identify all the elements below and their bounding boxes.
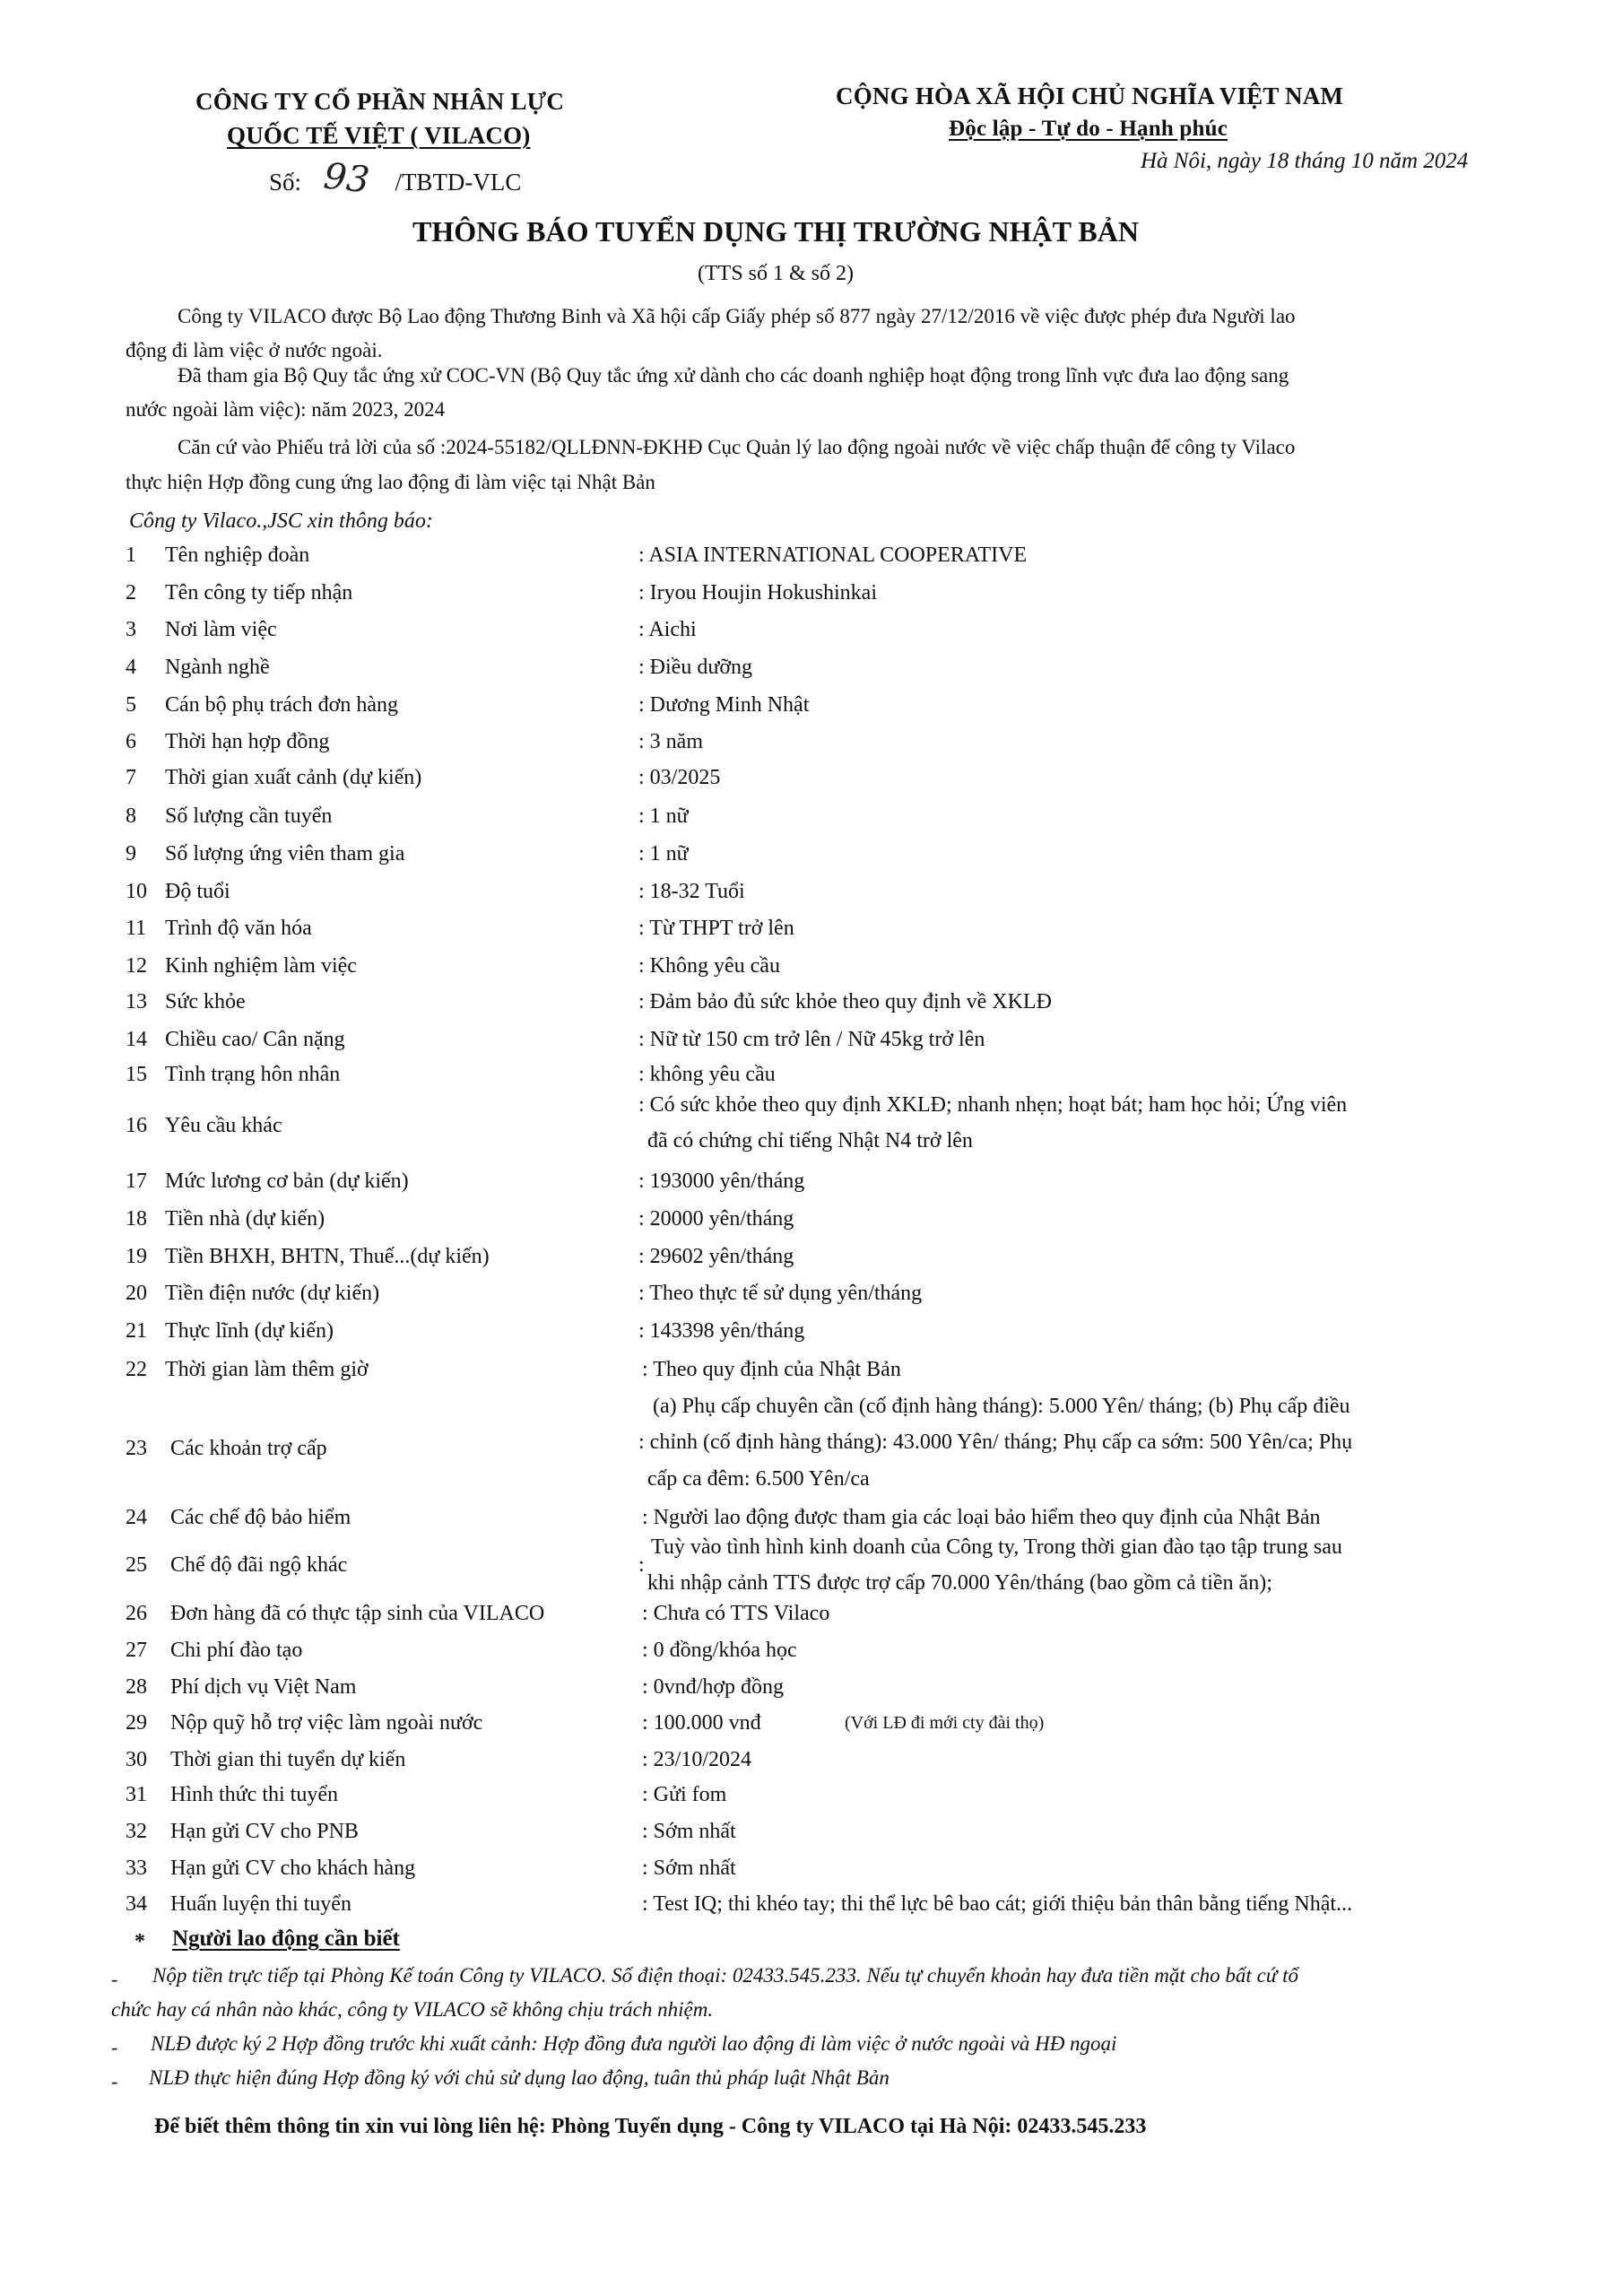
row-number: 19 (126, 1245, 147, 1268)
row-label: Sức khỏe (165, 990, 246, 1013)
national-motto: Độc lập - Tự do - Hạnh phúc (949, 117, 1228, 141)
row-label: Tên công ty tiếp nhận (165, 581, 353, 604)
row-number: 22 (126, 1358, 147, 1381)
notice-star: * (135, 1930, 145, 1953)
row-value: : 1 nữ (638, 804, 689, 828)
notice-bullet-3: - (111, 2070, 118, 2092)
row-label: Chi phí đào tạo (170, 1639, 303, 1662)
row-label: Mức lương cơ bản (dự kiến) (165, 1170, 409, 1193)
row-number: 26 (126, 1602, 147, 1625)
row-value: : 100.000 vnđ (642, 1711, 761, 1735)
row-label: Tên nghiệp đoàn (165, 544, 310, 567)
row-number: 6 (126, 730, 136, 753)
notice-2: NLĐ được ký 2 Hợp đồng trước khi xuất cảnh: Hợp đồng đưa người lao động đi làm việc ở nước ngoài và HĐ ngoại (151, 2032, 1117, 2055)
row-label: Số lượng ứng viên tham gia (165, 842, 405, 865)
contact-footer: Để biết thêm thông tin xin vui lòng liên hệ: Phòng Tuyển dụng - Công ty VILACO tại Hà Nội: 02433.545.233 (154, 2115, 1147, 2138)
row-number: 21 (126, 1319, 147, 1343)
row-number: 27 (126, 1639, 147, 1662)
notice-1-line-1: Nộp tiền trực tiếp tại Phòng Kế toán Công ty VILACO. Số điện thoại: 02433.545.233. Nếu tự chuyển khoản hay đưa tiền mặt cho bất cứ tổ (152, 1964, 1298, 1987)
intro-paragraph-1-line-1: Công ty VILACO được Bộ Lao động Thương Binh và Xã hội cấp Giấy phép số 877 ngày 27/12/2016 về việc được phép đưa Người lao (178, 305, 1296, 327)
row-label: Thời gian xuất cảnh (dự kiến) (165, 766, 422, 789)
row-label: Tiền BHXH, BHTN, Thuế...(dự kiến) (165, 1245, 490, 1268)
row-number: 2 (126, 581, 136, 604)
row-value-note: (Với LĐ đi mới cty đài thọ) (845, 1713, 1045, 1733)
row-value: : Sớm nhất (642, 1857, 736, 1880)
row-value: : 18-32 Tuổi (638, 880, 745, 903)
row-label: Thời gian thi tuyển dự kiến (170, 1748, 406, 1771)
notice-3: NLĐ thực hiện đúng Hợp đồng ký với chủ sử dụng lao động, tuân thủ pháp luật Nhật Bản (149, 2066, 890, 2089)
row-number: 18 (126, 1207, 147, 1231)
row-value: : Theo quy định của Nhật Bản (642, 1358, 901, 1381)
row-value: : Sớm nhất (642, 1820, 736, 1843)
row-value: : Chưa có TTS Vilaco (642, 1602, 830, 1625)
row-label: Nơi làm việc (165, 618, 277, 641)
announcement-line: Công ty Vilaco.,JSC xin thông báo: (129, 509, 433, 533)
row-label: Ngành nghề (165, 656, 270, 679)
row-value: : Gửi fom (642, 1783, 727, 1806)
page-subtitle: (TTS số 1 & số 2) (698, 262, 854, 285)
page-title: THÔNG BÁO TUYỂN DỤNG THỊ TRƯỜNG NHẬT BẢN (412, 215, 1139, 248)
row-value: : Điều dưỡng (638, 656, 753, 679)
row-label: Chiều cao/ Cân nặng (165, 1028, 345, 1051)
row-number: 31 (126, 1783, 147, 1806)
row-value-line-1: Tuỳ vào tình hình kinh doanh của Công ty, Trong thời gian đào tạo tập trung sau (651, 1535, 1342, 1559)
row-value-line-3: cấp ca đêm: 6.500 Yên/ca (647, 1467, 870, 1491)
row-value: : Nữ từ 150 cm trở lên / Nữ 45kg trở lên (638, 1028, 985, 1051)
row-value: : Đảm bảo đủ sức khỏe theo quy định về XKLĐ (638, 990, 1052, 1013)
row-value: : Iryou Houjin Hokushinkai (638, 581, 877, 604)
row-label: Hạn gửi CV cho PNB (170, 1820, 359, 1843)
row-value-colon: : (638, 1553, 645, 1577)
row-label: Đơn hàng đã có thực tập sinh của VILACO (170, 1602, 545, 1625)
row-number: 32 (126, 1820, 147, 1843)
notice-heading: Người lao động cần biết (172, 1926, 400, 1951)
row-value-line-2: : chỉnh (cố định hàng tháng): 43.000 Yên/ tháng; Phụ cấp ca sớm: 500 Yên/ca; Phụ (638, 1431, 1353, 1454)
handwritten-number: 93 (321, 155, 371, 202)
row-value: : 0 đồng/khóa học (642, 1639, 797, 1662)
row-label: Tiền nhà (dự kiến) (165, 1207, 325, 1231)
company-name-line1: CÔNG TY CỔ PHẦN NHÂN LỰC (195, 88, 565, 115)
row-number: 30 (126, 1748, 147, 1771)
document-number-suffix: /TBTD-VLC (395, 169, 522, 196)
row-label: Thực lĩnh (dự kiến) (165, 1319, 334, 1343)
national-title: CỘNG HÒA XÃ HỘI CHỦ NGHĨA VIỆT NAM (836, 83, 1344, 109)
row-value-line-2: khi nhập cảnh TTS được trợ cấp 70.000 Yên/tháng (bao gồm cả tiền ăn); (647, 1571, 1272, 1595)
row-value-line-2: đã có chứng chỉ tiếng Nhật N4 trở lên (647, 1129, 973, 1152)
row-value: : 143398 yên/tháng (638, 1319, 805, 1343)
row-value: : 1 nữ (638, 842, 689, 865)
row-label: Nộp quỹ hỗ trợ việc làm ngoài nước (170, 1711, 483, 1735)
row-label: Yêu cầu khác (165, 1114, 282, 1137)
row-number: 5 (126, 693, 136, 717)
row-number: 1 (126, 544, 136, 567)
intro-paragraph-1-line-2: động đi làm việc ở nước ngoài. (126, 339, 383, 361)
row-label: Kinh nghiệm làm việc (165, 954, 357, 978)
row-value: : ASIA INTERNATIONAL COOPERATIVE (638, 544, 1028, 567)
intro-paragraph-2-line-2: nước ngoài làm việc): năm 2023, 2024 (126, 398, 446, 421)
row-label: Chế độ đãi ngộ khác (170, 1553, 348, 1577)
document-number-label: Số: (269, 169, 302, 196)
row-number: 28 (126, 1675, 147, 1699)
row-number: 8 (126, 804, 136, 828)
row-number: 9 (126, 842, 136, 865)
row-label: Phí dịch vụ Việt Nam (170, 1675, 357, 1699)
row-value-line-1: : Có sức khỏe theo quy định XKLĐ; nhanh nhẹn; hoạt bát; ham học hỏi; Ứng viên (638, 1093, 1348, 1117)
row-value: : không yêu cầu (638, 1063, 776, 1086)
company-name-line2: QUỐC TẾ VIỆT ( VILACO) (227, 122, 531, 149)
row-value: : 23/10/2024 (642, 1748, 752, 1771)
row-value: : Dương Minh Nhật (638, 693, 810, 717)
row-value: : Theo thực tế sử dụng yên/tháng (638, 1282, 923, 1305)
notice-bullet-1: - (111, 1968, 118, 1990)
notice-bullet-2: - (111, 2036, 118, 2058)
document-date: Hà Nôi, ngày 18 tháng 10 năm 2024 (1141, 149, 1469, 173)
row-number: 24 (126, 1506, 147, 1529)
row-value: : Người lao động được tham gia các loại bảo hiểm theo quy định của Nhật Bản (642, 1506, 1321, 1529)
row-value: : 20000 yên/tháng (638, 1207, 794, 1231)
row-number: 11 (126, 917, 147, 940)
row-number: 7 (126, 766, 136, 789)
row-label: Thời hạn hợp đồng (165, 730, 330, 753)
row-label: Thời gian làm thêm giờ (165, 1358, 369, 1381)
row-value: : 0vnđ/hợp đồng (642, 1675, 785, 1699)
row-number: 3 (126, 618, 136, 641)
row-label: Cán bộ phụ trách đơn hàng (165, 693, 398, 717)
row-number: 17 (126, 1170, 147, 1193)
row-number: 34 (126, 1892, 147, 1916)
row-number: 16 (126, 1114, 147, 1137)
row-value: : 3 năm (638, 730, 703, 753)
document-number (269, 155, 522, 202)
row-number: 15 (126, 1063, 147, 1086)
intro-paragraph-3-line-2: thực hiện Hợp đồng cung ứng lao động đi làm việc tại Nhật Bản (126, 471, 655, 493)
row-label: Hình thức thi tuyển (170, 1783, 338, 1806)
row-value-line-1: (a) Phụ cấp chuyên cần (cố định hàng tháng): 5.000 Yên/ tháng; (b) Phụ cấp điều (653, 1395, 1350, 1418)
row-number: 10 (126, 880, 147, 903)
row-label: Trình độ văn hóa (165, 917, 312, 940)
row-label: Tình trạng hôn nhân (165, 1063, 341, 1086)
notice-1-line-2: chức hay cá nhân nào khác, công ty VILACO sẽ không chịu trách nhiệm. (111, 1998, 714, 2021)
row-value: : Từ THPT trở lên (638, 917, 794, 940)
row-label: Hạn gửi CV cho khách hàng (170, 1857, 416, 1880)
row-number: 20 (126, 1282, 147, 1305)
row-number: 4 (126, 656, 136, 679)
row-label: Huấn luyện thi tuyển (170, 1892, 352, 1916)
row-number: 29 (126, 1711, 147, 1735)
row-value: : 29602 yên/tháng (638, 1245, 794, 1268)
row-value: : 03/2025 (638, 766, 721, 789)
row-number: 25 (126, 1553, 147, 1577)
intro-paragraph-2-line-1: Đã tham gia Bộ Quy tắc ứng xử COC-VN (Bộ Quy tắc ứng xử dành cho các doanh nghiệp hoạt động trong lĩnh vực đưa lao động sang (178, 364, 1289, 387)
row-number: 14 (126, 1028, 147, 1051)
row-number: 13 (126, 990, 147, 1013)
row-label: Các khoản trợ cấp (170, 1437, 327, 1460)
row-value: : 193000 yên/tháng (638, 1170, 805, 1193)
row-value: : Aichi (638, 618, 697, 641)
row-number: 12 (126, 954, 147, 978)
row-label: Các chế độ bảo hiểm (170, 1506, 352, 1529)
row-number: 23 (126, 1437, 147, 1460)
row-value: : Không yêu cầu (638, 954, 780, 978)
row-label: Độ tuổi (165, 880, 230, 903)
row-label: Số lượng cần tuyển (165, 804, 333, 828)
row-value: : Test IQ; thi khéo tay; thi thể lực bê bao cát; giới thiệu bản thân bằng tiếng Nhật... (642, 1892, 1353, 1916)
row-number: 33 (126, 1857, 147, 1880)
intro-paragraph-3-line-1: Căn cứ vào Phiếu trả lời của số :2024-55182/QLLĐNN-ĐKHĐ Cục Quản lý lao động ngoài nước về việc chấp thuận để công ty Vilaco (178, 436, 1296, 458)
row-label: Tiền điện nước (dự kiến) (165, 1282, 380, 1305)
